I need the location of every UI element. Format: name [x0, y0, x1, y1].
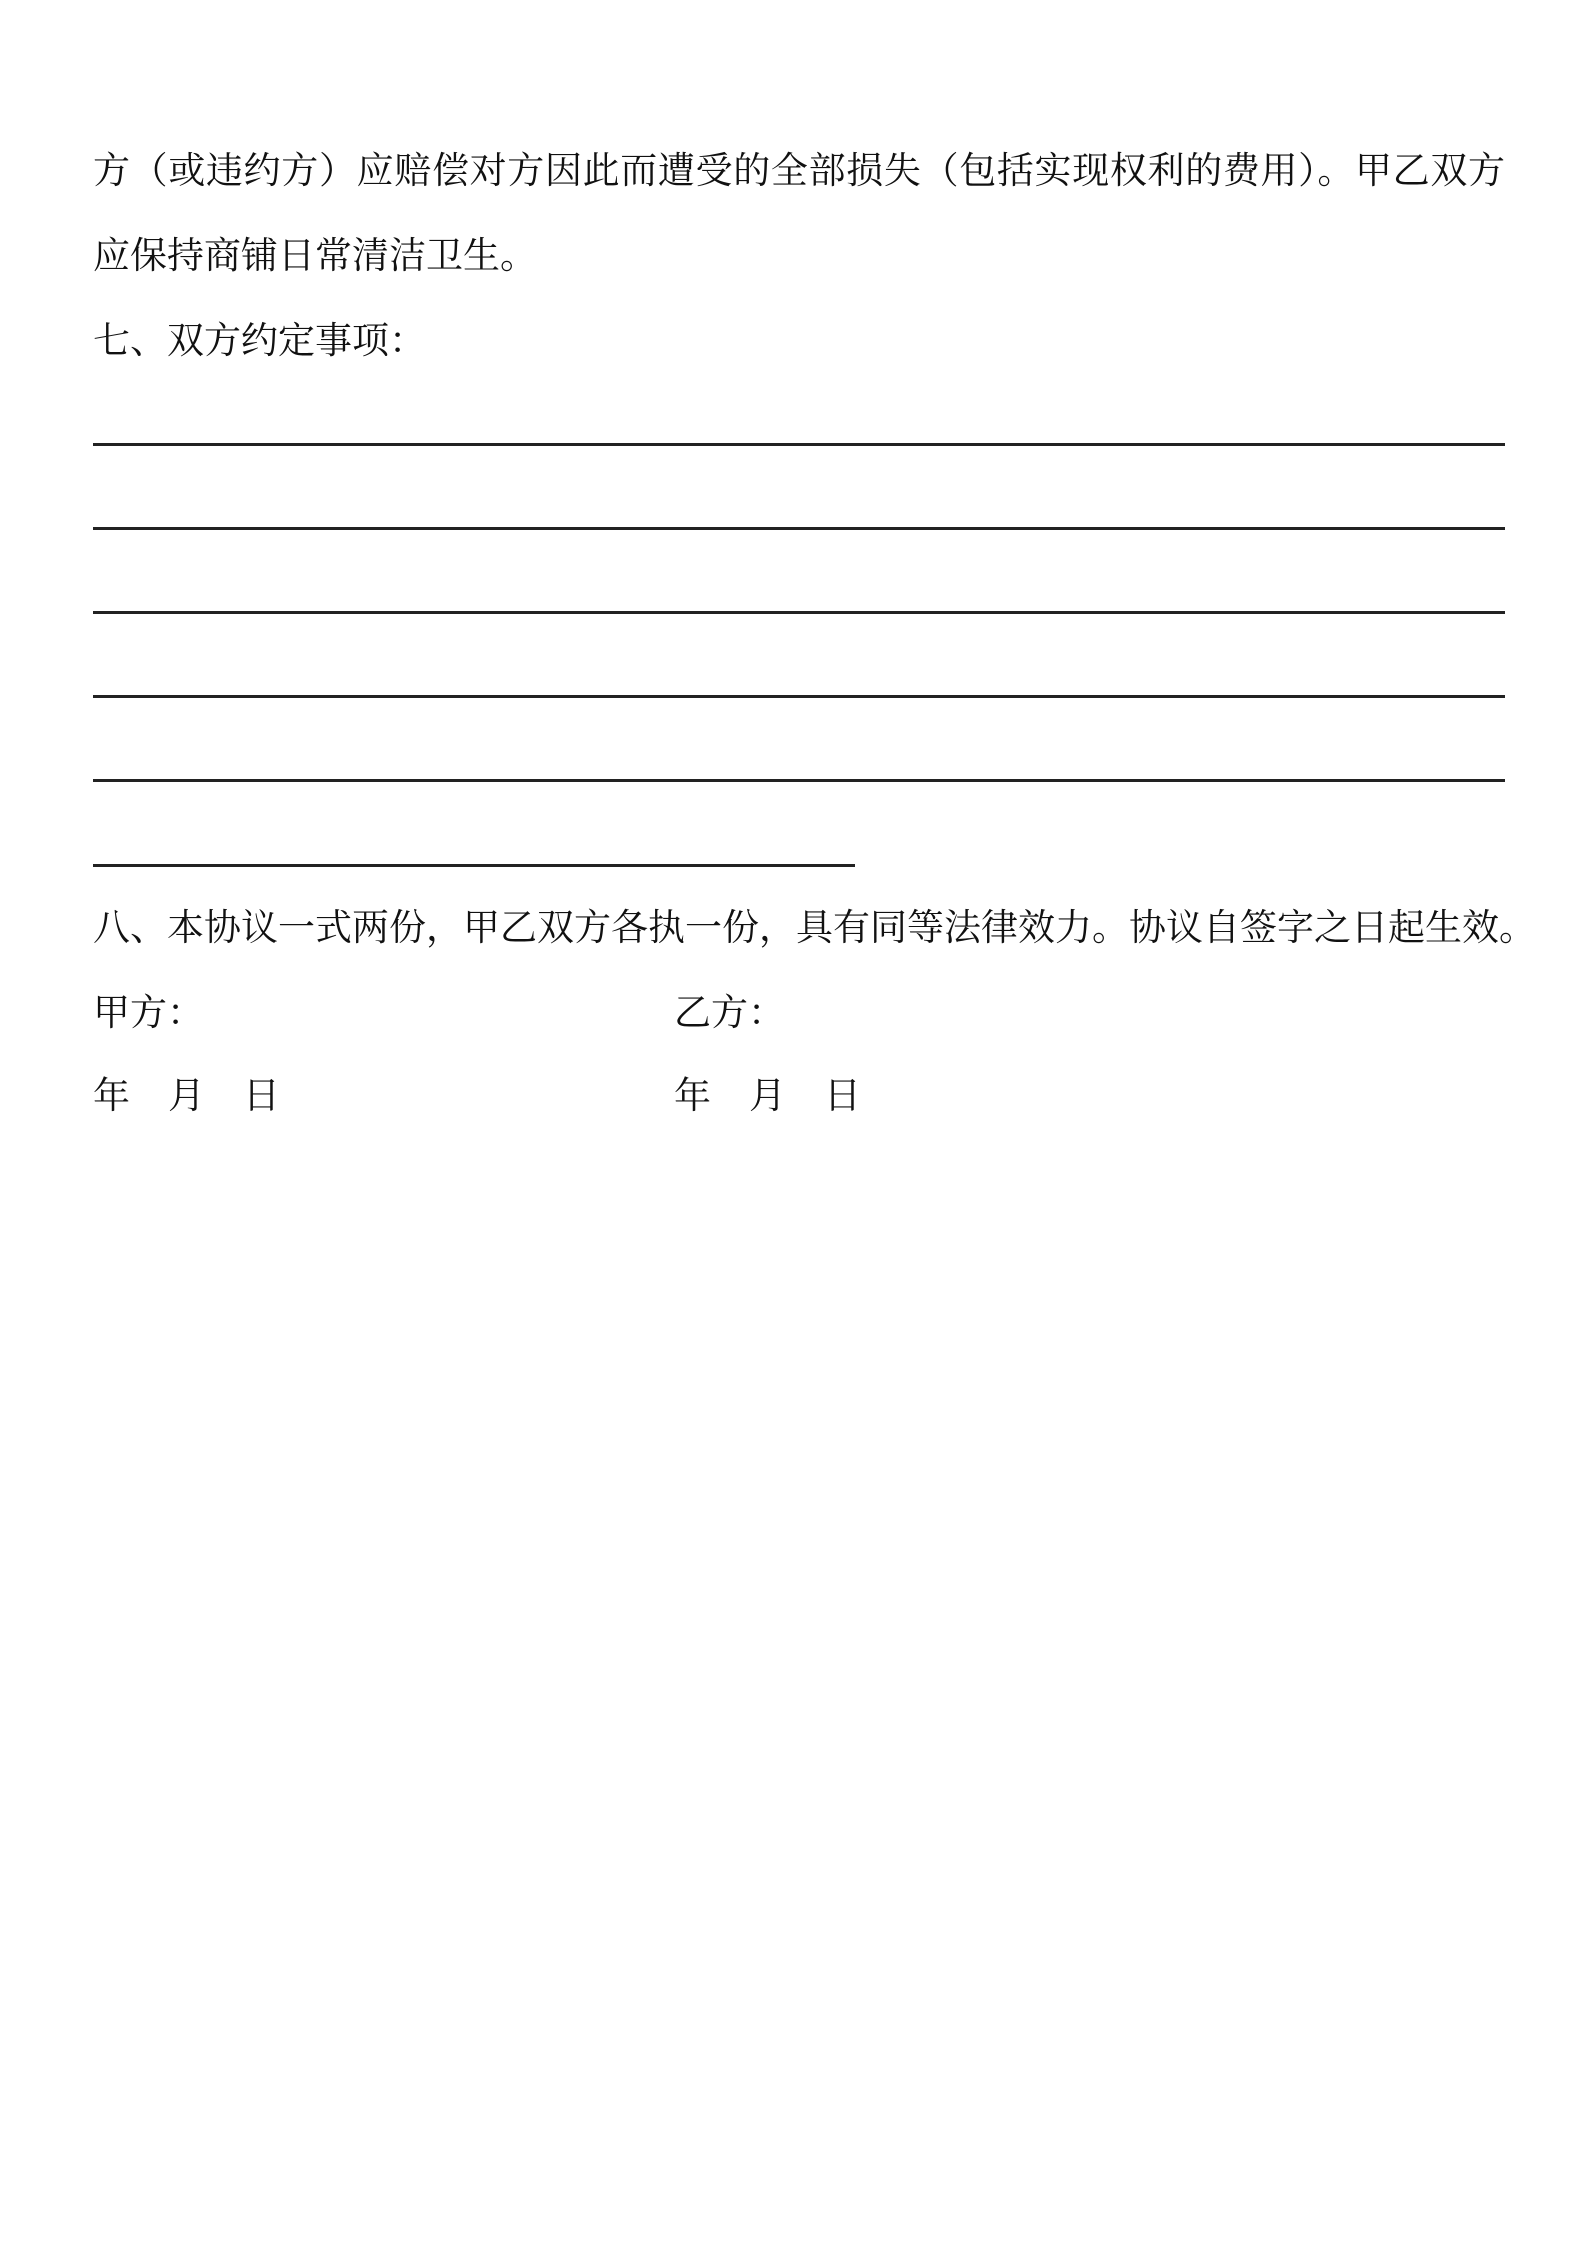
party-b-label: 乙方：	[674, 991, 785, 1034]
paragraph-text-line-2: 应保持商铺日常清洁卫生。	[93, 234, 537, 277]
blank-fill-line-6	[93, 864, 855, 867]
party-b-date	[674, 1073, 861, 1119]
blank-fill-line-2	[93, 527, 1505, 530]
blank-fill-line-5	[93, 779, 1505, 782]
date-day-label: 日	[243, 1074, 280, 1117]
date-month-label: 月	[749, 1074, 786, 1117]
date-month-label: 月	[168, 1074, 205, 1117]
section-7-heading: 七、双方约定事项：	[93, 319, 426, 362]
party-a-date	[93, 1073, 280, 1119]
party-a-label: 甲方：	[93, 991, 204, 1034]
section-8-text: 八、本协议一式两份，甲乙双方各执一份，具有同等法律效力。协议自签字之日起生效。	[93, 906, 1536, 949]
blank-fill-line-4	[93, 695, 1505, 698]
date-year-label: 年	[674, 1074, 711, 1117]
date-day-label: 日	[824, 1074, 861, 1117]
blank-fill-line-3	[93, 611, 1505, 614]
blank-fill-line-1	[93, 443, 1505, 446]
paragraph-text-line-1: 方（或违约方）应赔偿对方因此而遭受的全部损失（包括实现权利的费用）。甲乙双方	[93, 149, 1505, 192]
date-year-label: 年	[93, 1074, 130, 1117]
